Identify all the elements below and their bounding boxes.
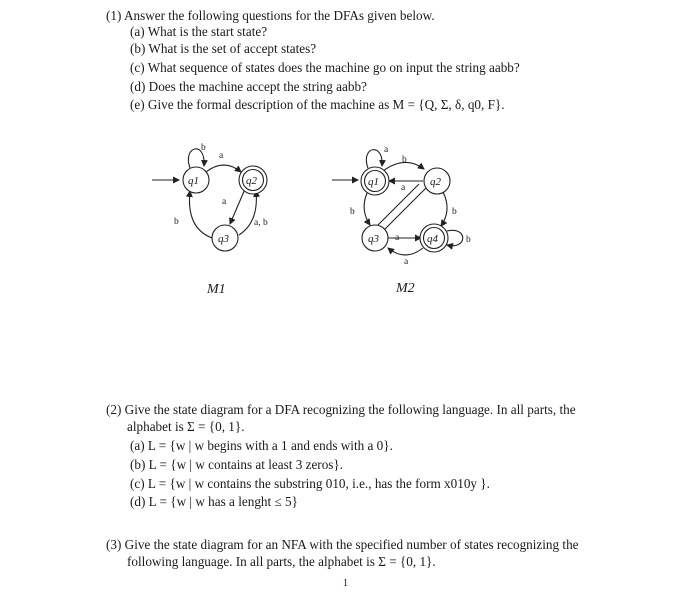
m2-edge-diag-1 [384,188,426,230]
m2-state-q2-label: q2 [430,176,441,188]
m2-edge-q1-q3 [364,193,370,225]
m1-name: M1 [207,282,226,297]
m1-label-q2-q3: a [222,197,227,207]
q1-item-d: (d) Does the machine accept the string aabb? [130,79,367,94]
q1-item-a: (a) What is the start state? [130,24,268,39]
m1-state-q3-label: q3 [218,233,229,245]
q2-item-b: (b) L = {w | w contains at least 3 zeros}. [130,457,344,472]
q2-item-a: (a) L = {w | w begins with a 1 and ends with a 0}. [130,438,393,453]
m1-edge-q1-q2 [206,165,241,172]
m2-name: M2 [396,281,415,296]
m2-label-q1-q3: b [350,207,355,217]
q1-item-e: (e) Give the formal description of the machine as M = {Q, Σ, δ, q0, F}. [130,97,505,112]
m1-label-q1-self: b [201,143,206,153]
q1-intro: (1) Answer the following questions for the DFAs given below. [106,8,435,23]
m1-label-q1-q2: a [219,151,224,161]
m1-label-q3-q2: a, b [254,218,268,228]
q1-item-b: (b) What is the set of accept states? [130,41,317,56]
m2-edge-q4-self [447,230,463,245]
m2-state-q3-label: q3 [368,233,379,245]
page-number: 1 [343,578,348,589]
m1-state-q2-label: q2 [246,175,257,187]
q2-intro-line2: alphabet is Σ = {0, 1}. [127,419,245,434]
q2-item-d: (d) L = {w | w has a lenght ≤ 5} [130,494,298,509]
m2-label-q1-q2: b [402,155,407,165]
m2-label-q2-q1: a [401,183,406,193]
m2-edge-q2-q4 [441,192,447,226]
q1-item-c: (c) What sequence of states does the machine go on input the string aabb? [130,60,520,75]
m1-edge-q2-q3 [230,189,245,224]
m1-label-q3-q1: b [174,217,179,227]
m2-label-q4-q3: a [404,257,409,267]
m2-label-q2-q4: b [452,207,457,217]
q2-intro-line1: (2) Give the state diagram for a DFA recognizing the following language. In all parts, the [106,402,576,417]
q3-intro-line1: (3) Give the state diagram for an NFA with the specified number of states recognizing the [106,537,579,552]
m2-edge-q1-self [366,150,382,168]
m2-label-q1-self: a [384,145,389,155]
m2-state-q4-label: q4 [427,233,438,245]
dfa-m2 [332,145,471,296]
m2-state-q1-label: q1 [368,176,379,188]
m1-state-q1-label: q1 [188,175,199,187]
m2-label-q4-self: b [466,235,471,245]
q2-item-c: (c) L = {w | w contains the substring 010, i.e., has the form x010y }. [130,476,490,491]
m2-edge-q4-q3 [388,248,423,255]
dfa-m1 [152,143,268,297]
q3-intro-line2: following language. In all parts, the alphabet is Σ = {0, 1}. [127,554,436,569]
m2-label-q3-q4: a [395,233,400,243]
m1-edge-q3-q1 [189,191,212,238]
